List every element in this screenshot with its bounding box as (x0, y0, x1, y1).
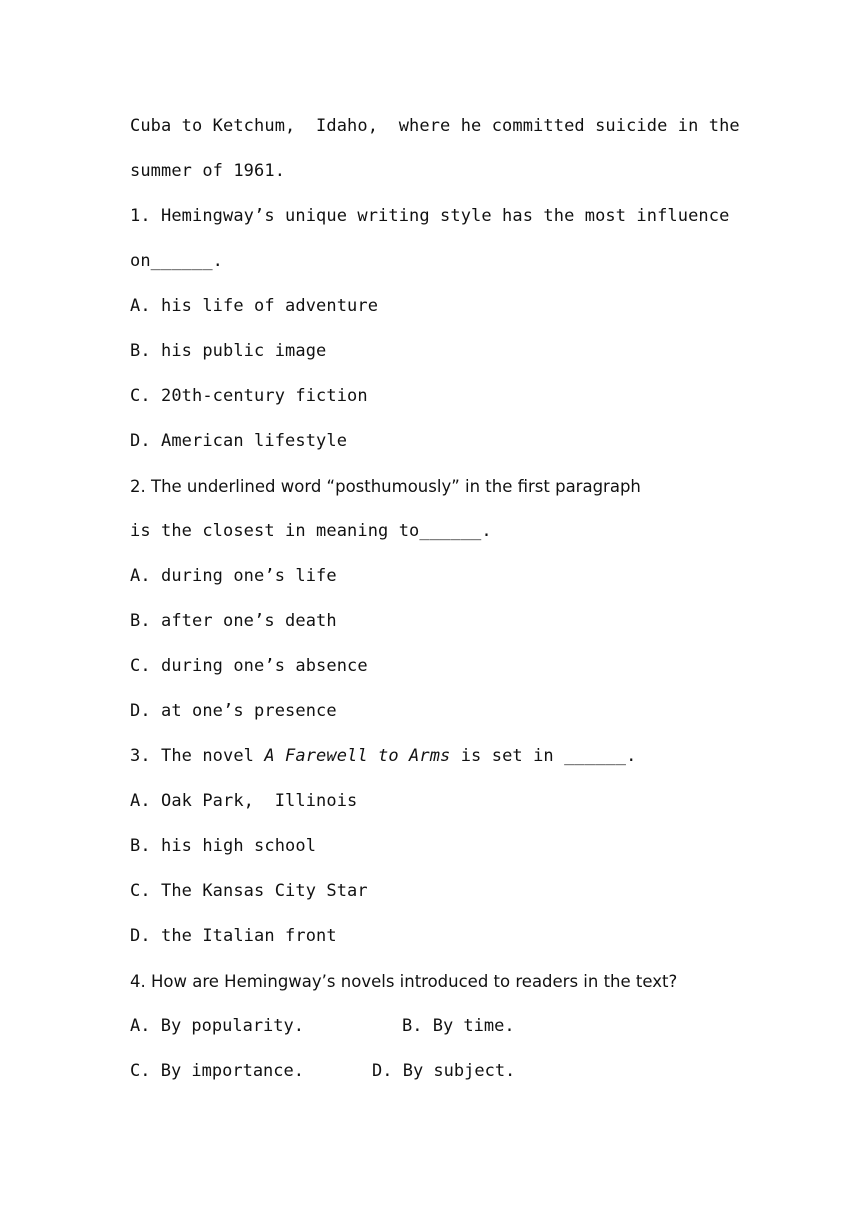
question-4-option-b: B. By time. (402, 1016, 515, 1036)
question-3-stem (130, 734, 730, 779)
question-3-option-b: B. his high school (130, 836, 317, 856)
question-1-option-b: B. his public image (130, 341, 327, 361)
document-content (130, 104, 740, 1094)
passage-line-2: summer of 1961. (130, 161, 286, 181)
question-4-option-a: A. By popularity. (130, 1016, 304, 1036)
question-1-option-c: C. 20th-century fiction (130, 386, 368, 406)
question-1-option-d: D. American lifestyle (130, 431, 348, 451)
question-4-stem: 4. How are Hemingway’s novels introduced to readers in the text? (130, 972, 678, 991)
question-3-stem-prefix: 3. The novel (130, 746, 265, 766)
question-1-stem-continued: on______. (130, 251, 224, 271)
question-2-option-c: C. during one’s absence (130, 656, 368, 676)
question-2-option-a: A. during one’s life (130, 566, 337, 586)
question-2-option-d: D. at one’s presence (130, 701, 337, 721)
novel-title: A Farewell to Arms (264, 746, 451, 766)
question-4-option-d: D. By subject. (372, 1061, 516, 1081)
question-2-stem: 2. The underlined word “posthumously” in the first paragraph (130, 477, 641, 496)
question-4-options-row-2 (130, 1049, 730, 1094)
question-3-option-c: C. The Kansas City Star (130, 881, 368, 901)
question-3-option-d: D. the Italian front (130, 926, 337, 946)
question-2-option-b: B. after one’s death (130, 611, 337, 631)
question-4-option-c: C. By importance. (130, 1061, 304, 1081)
question-1-option-a: A. his life of adventure (130, 296, 379, 316)
passage-line-1: Cuba to Ketchum, Idaho, where he committed suicide in the (130, 116, 740, 136)
question-3-option-a: A. Oak Park, Illinois (130, 791, 358, 811)
question-1-stem: 1. Hemingway’s unique writing style has the most influence (130, 206, 730, 226)
question-4-options-row-1 (130, 1004, 730, 1049)
question-3-stem-suffix: is set in ______. (450, 746, 637, 766)
question-2-stem-continued: is the closest in meaning to______. (130, 521, 492, 541)
